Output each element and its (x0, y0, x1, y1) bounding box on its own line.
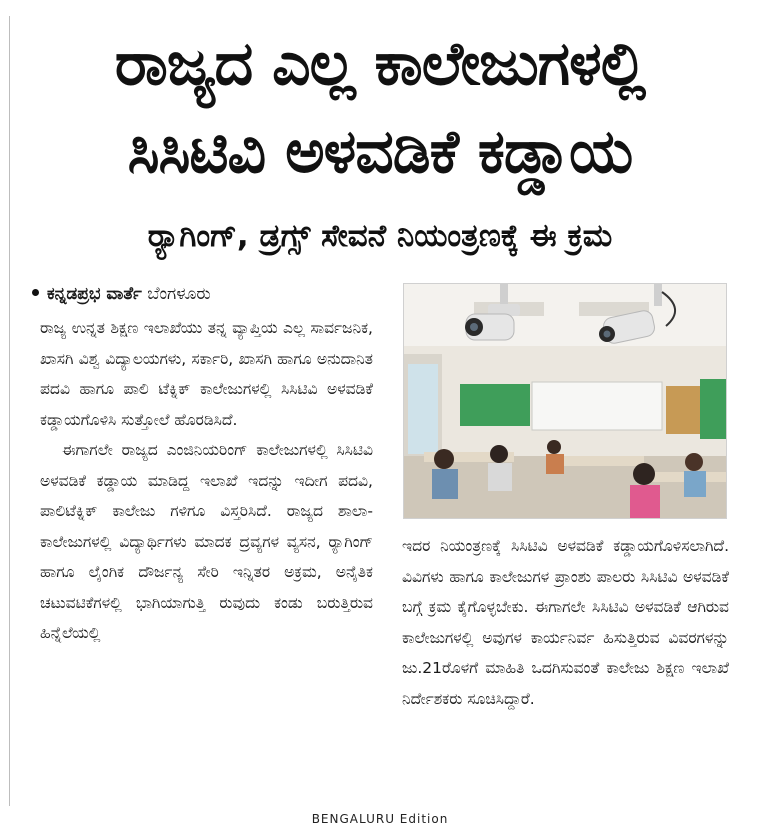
paragraph: ಈಗಾಗಲೇ ರಾಜ್ಯದ ಎಂಜಿನಿಯರಿಂಗ್ ಕಾಲೇಜುಗಳಲ್ಲಿ ಸಿಸಿಟಿವಿ ಅಳವಡಿಕೆ ಕಡ್ಡಾಯ ಮಾಡಿದ್ದ ಇಲಾಖೆ ಇದನ್ನು ಇದೀಗ ಪದವಿ, ಪಾಲಿಟೆಕ್ನಿಕ್ ಕಾಲೇಜು ಗಳಿಗೂ ವಿಸ್ತರಿಸಿದೆ. ರಾಜ್ಯದ ಶಾಲಾ-ಕಾಲೇಜುಗಳಲ್ಲಿ ವಿದ್ಯಾರ್ಥಿಗಳು ಮಾದಕ ದ್ರವ್ಯಗಳ ವ್ಯಸನ, ರ‍್ಯಾಗಿಂಗ್ ಹಾಗೂ ಲೈಂಗಿಕ ದೌರ್ಜನ್ಯ ಸೇರಿ ಇನ್ನಿತರ ಅಕ್ರಮ, ಅನೈತಿಕ ಚಟುವಟಿಕೆಗಳಲ್ಲಿ ಭಾಗಿಯಾಗುತ್ತಿ ರುವುದು ಕಂಡು ಬರುತ್ತಿರುವ ಹಿನ್ನೆಲೆಯಲ್ಲಿ (40, 441, 373, 642)
byline (32, 282, 211, 306)
classroom-cctv-photo (403, 283, 727, 519)
byline-agency: ಕನ್ನಡಪ್ರಭ ವಾರ್ತೆ (47, 284, 142, 304)
headline-line-2: ಸಿಸಿಟಿವಿ ಅಳವಡಿಕೆ ಕಡ್ಡಾಯ (127, 117, 633, 187)
byline-place: ಬೆಂಗಳೂರು (147, 284, 211, 304)
headline-line-1: ರಾಜ್ಯದ ಎಲ್ಲ ಕಾಲೇಜುಗಳಲ್ಲಿ (114, 29, 646, 99)
edition-label: BENGALURU Edition (311, 812, 449, 826)
article-body-left (40, 313, 373, 649)
paragraph: ಇದರ ನಿಯಂತ್ರಣಕ್ಕೆ ಸಿಸಿಟಿವಿ ಅಳವಡಿಕೆ ಕಡ್ಡಾಯಗೊಳಿಸಲಾಗಿದೆ. ವಿವಿಗಳು ಹಾಗೂ ಕಾಲೇಜುಗಳ ಪ್ರಾಂಶು ಪಾಲರು ಸಿಸಿಟಿವಿ ಅಳವಡಿಕೆ ಬಗ್ಗೆ ಕ್ರಮ ಕೈಗೊಳ್ಳಬೇಕು. ಈಗಾಗಲೇ ಸಿಸಿಟಿವಿ ಅಳವಡಿಕೆ ಆಗಿರುವ ಕಾಲೇಜುಗಳಲ್ಲಿ ಅವುಗಳ ಕಾರ್ಯನಿರ್ವ ಹಿಸುತ್ತಿರುವ ವಿವರಗಳನ್ನು ಜು.21ರೊಳಗೆ ಮಾಹಿತಿ ಒದಗಿಸುವಂತೆ ಕಾಲೇಜು ಶಿಕ್ಷಣ ಇಲಾಖೆ ನಿರ್ದೇಶಕರು ಸೂಚಿಸಿದ್ದಾರೆ. (402, 537, 729, 708)
bullet-icon (32, 289, 39, 296)
article-body-right (402, 531, 729, 714)
paragraph: ರಾಜ್ಯ ಉನ್ನತ ಶಿಕ್ಷಣ ಇಲಾಖೆಯು ತನ್ನ ವ್ಯಾಪ್ತಿಯ ಎಲ್ಲ ಸಾರ್ವಜನಿಕ, ಖಾಸಗಿ ವಿಶ್ವ ವಿದ್ಯಾಲಯಗಳು, ಸರ್ಕಾರಿ, ಖಾಸಗಿ ಹಾಗೂ ಅನುದಾನಿತ ಪದವಿ ಹಾಗೂ ಪಾಲಿ ಟೆಕ್ನಿಕ್ ಕಾಲೇಜುಗಳಲ್ಲಿ ಸಿಸಿಟಿವಿ ಅಳವಡಿಕೆ ಕಡ್ಡಾಯಗೊಳಿಸಿ ಸುತ್ತೋಲೆ ಹೊರಡಿಸಿದೆ. (40, 319, 373, 429)
subheadline: ರ‍್ಯಾಗಿಂಗ್, ಡ್ರಗ್ಸ್ ಸೇವನೆ ನಿಯಂತ್ರಣಕ್ಕೆ ಈ ಕ್ರಮ (147, 218, 613, 254)
